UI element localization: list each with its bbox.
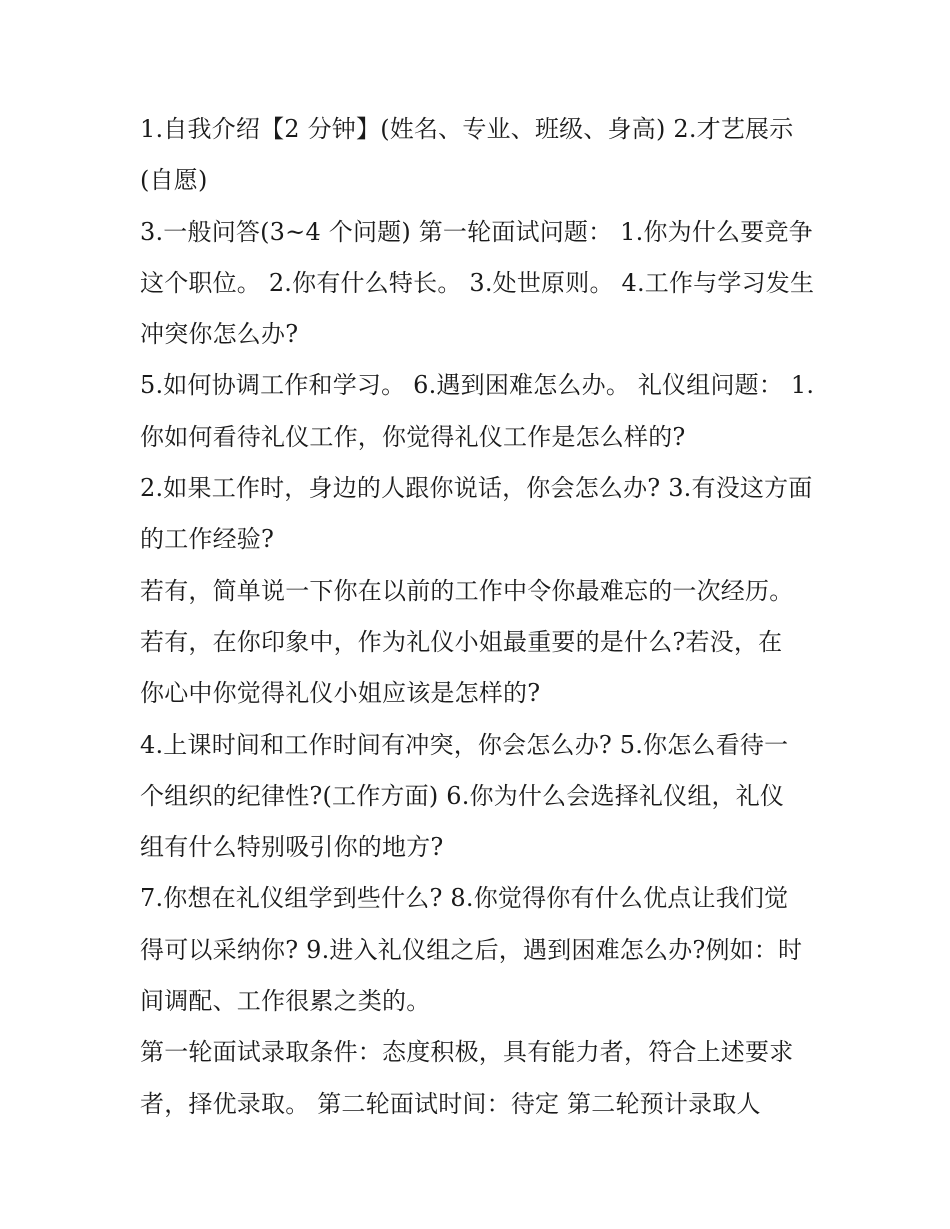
text-line: 若有，简单说一下你在以前的工作中令你最难忘的一次经历。 (140, 576, 794, 605)
text-line: 你心中你觉得礼仪小姐应该是怎样的? (140, 679, 541, 708)
text-line: 这个职位。 2.你有什么特长。 3.处世原则。 4.工作与学习发生 (140, 268, 815, 297)
text-line: 组有什么特别吸引你的地方? (140, 833, 444, 862)
text-line: 3.一般问答(3~4 个问题) 第一轮面试问题： 1.你为什么要竞争 (140, 217, 813, 246)
text-line: 得可以采纳你? 9.进入礼仪组之后，遇到困难怎么办?例如：时 (140, 935, 803, 964)
text-line: 4.上课时间和工作时间有冲突，你会怎么办? 5.你怎么看待一 (140, 730, 789, 759)
text-line: (自愿) (140, 166, 208, 195)
text-line: 间调配、工作很累之类的。 (140, 987, 431, 1016)
text-line: 个组织的纪律性?(工作方面) 6.你为什么会选择礼仪组，礼仪 (140, 781, 785, 810)
text-line: 的工作经验? (140, 525, 275, 554)
text-line: 1.自我介绍【2 分钟】(姓名、专业、班级、身高) 2.才艺展示 (140, 115, 794, 143)
text-line: 2.如果工作时，身边的人跟你说话，你会怎么办? 3.有没这方面 (140, 474, 813, 503)
text-line: 冲突你怎么办? (140, 320, 299, 349)
text-line: 第一轮面试录取条件：态度积极，具有能力者，符合上述要求 (140, 1038, 794, 1067)
text-line: 5.如何协调工作和学习。 6.遇到困难怎么办。 礼仪组问题： 1. (140, 371, 815, 400)
text-line: 若有，在你印象中，作为礼仪小姐最重要的是什么?若没，在 (140, 627, 783, 656)
text-line: 者，择优录取。 第二轮面试时间：待定 第二轮预计录取人 (140, 1089, 761, 1118)
text-line: 7.你想在礼仪组学到些什么? 8.你觉得你有什么优点让我们觉 (140, 884, 789, 913)
text-line: 你如何看待礼仪工作，你觉得礼仪工作是怎么样的? (140, 422, 686, 451)
document-body (140, 104, 830, 1130)
